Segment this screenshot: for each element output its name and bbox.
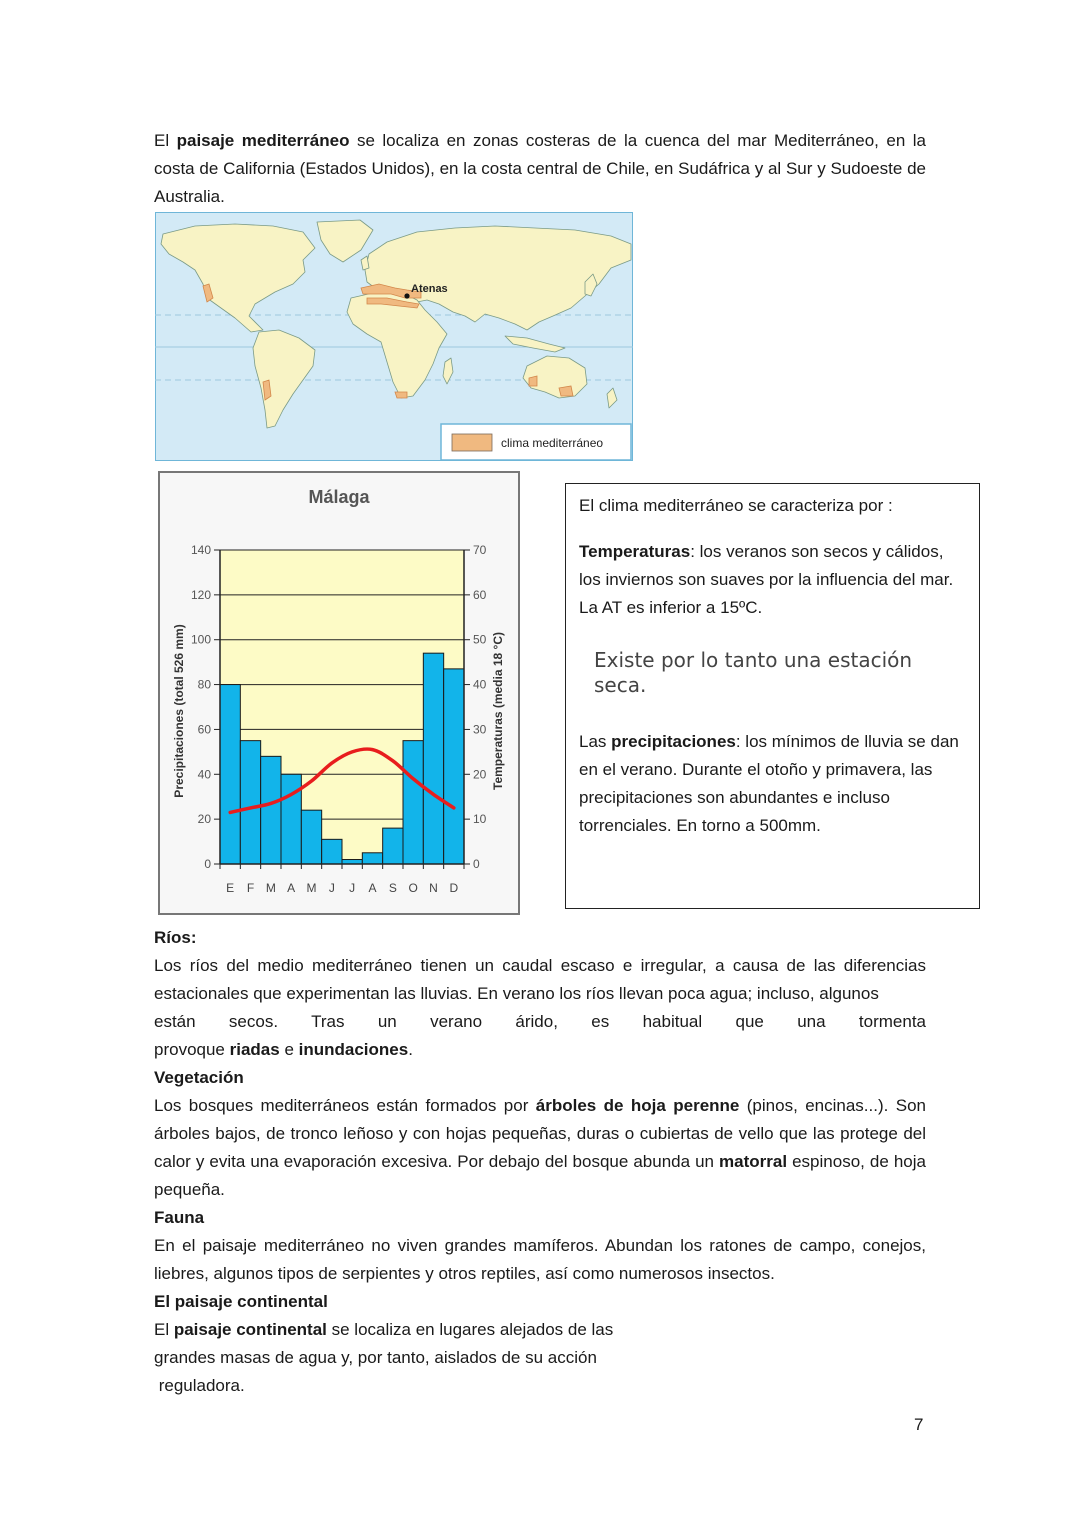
dry-season-note	[594, 648, 954, 698]
continental-heading: El paisaje continental	[154, 1292, 328, 1311]
map-med-zone-australia-s	[559, 386, 573, 396]
rios-text-part: .	[408, 1040, 413, 1059]
y2-tick-label: 0	[473, 857, 480, 871]
temperature-term: Temperaturas	[579, 542, 691, 561]
rios-text: están secos. Tras un verano árido, es habitual que una tormenta	[154, 1012, 926, 1031]
continental-text-part: El	[154, 1320, 174, 1339]
vegetacion-text-part: Los bosques mediterráneos están formados por	[154, 1096, 536, 1115]
precipitation-bar	[444, 669, 464, 864]
intro-text: se localiza en zonas costeras de la cuenca del mar Mediterráneo, en la costa de California (Estados Unidos), en la costa central de Chile, en Sudáfrica y al Sur y Sudoeste de Australia.	[154, 131, 926, 206]
precipitation-term: precipitaciones	[611, 732, 736, 751]
y-tick-label: 80	[197, 677, 211, 692]
y-tick-label: 0	[204, 857, 211, 871]
map-med-zone-australia-sw	[529, 376, 537, 386]
precipitation-bar	[261, 756, 281, 864]
dry-season-line: Existe por lo tanto una estación	[594, 648, 913, 672]
rios-bold-term: riadas	[229, 1040, 280, 1059]
y-tick-label: 120	[190, 587, 211, 602]
month-label: O	[408, 881, 418, 895]
athens-marker	[404, 293, 409, 298]
y2-tick-label: 70	[473, 543, 487, 557]
y-tick-label: 60	[197, 722, 211, 737]
y-tick-label: 20	[197, 812, 211, 827]
precipitation-bar	[240, 741, 260, 864]
month-label: E	[226, 881, 235, 895]
vegetacion-bold-term: matorral	[719, 1152, 788, 1171]
intro-paragraph	[154, 127, 926, 211]
vegetacion-text-part: (pinos, encinas...). Son árboles bajos, de tronco leñoso y con hojas pequeñas, duras o cubiertas de vello que las protege del calor y evita una evaporación excesiva. Por debajo del bosque abunda un	[154, 1096, 926, 1171]
legend-swatch	[452, 434, 492, 451]
vegetacion-text-part: espinoso, de hoja pequeña.	[154, 1152, 926, 1199]
lower-sections	[154, 924, 926, 1400]
y2-tick-label: 10	[473, 812, 487, 827]
climograph-malaga	[158, 471, 520, 915]
fauna-heading: Fauna	[154, 1208, 205, 1227]
precipitation-bar	[220, 685, 240, 864]
vegetacion-bold-term: árboles de hoja perenne	[535, 1096, 740, 1115]
continental-text	[154, 1316, 926, 1344]
legend-label: clima mediterráneo	[501, 436, 604, 450]
precipitation-bar	[362, 853, 382, 864]
continental-bold-term: paisaje continental	[173, 1320, 327, 1339]
precipitation-paragraph	[579, 728, 969, 840]
intro-text: El	[154, 131, 177, 150]
y-tick-label: 140	[190, 543, 211, 557]
y2-axis-label: Temperaturas (media 18 °C)	[491, 632, 505, 790]
rios-heading: Ríos:	[154, 928, 197, 947]
month-label: A	[287, 881, 296, 895]
precipitation-bar	[383, 828, 403, 864]
month-label: S	[388, 881, 397, 895]
world-map	[155, 212, 633, 461]
page-number: 7	[914, 1415, 924, 1434]
y-tick-label: 100	[190, 632, 211, 647]
map-legend	[441, 424, 631, 460]
y2-tick-label: 20	[473, 767, 487, 782]
continental-text: reguladora.	[154, 1376, 245, 1395]
vegetacion-text	[154, 1092, 926, 1204]
athens-label: Atenas	[411, 283, 448, 295]
y-tick-label: 40	[197, 767, 211, 782]
fauna-text: En el paisaje mediterráneo no viven grandes mamíferos. Abundan los ratones de campo, conejos, liebres, algunos tipos de serpientes y otros reptiles, así como numerosos insectos.	[154, 1236, 926, 1283]
precipitation-bar	[403, 741, 423, 864]
month-label: J	[349, 881, 356, 895]
rios-text	[154, 1036, 926, 1064]
rios-text: Los ríos del medio mediterráneo tienen un caudal escaso e irregular, a causa de las diferencias estacionales que experimentan las lluvias. En verano los ríos llevan poca agua; incluso, algunos	[154, 956, 926, 1003]
map-med-zone-south-africa	[395, 392, 407, 398]
precipitation-bar	[281, 774, 301, 864]
precipitation-text: Las	[579, 732, 612, 751]
month-label: M	[265, 881, 276, 895]
precipitation-bar	[322, 839, 342, 864]
climate-description-box	[565, 483, 980, 909]
y2-tick-label: 60	[473, 587, 487, 602]
y2-tick-label: 30	[473, 722, 487, 737]
rios-bold-term: inundaciones	[298, 1040, 409, 1059]
temperature-paragraph	[579, 538, 969, 622]
y2-tick-label: 50	[473, 632, 487, 647]
month-label: A	[368, 881, 377, 895]
intro-bold-term: paisaje mediterráneo	[176, 131, 350, 150]
month-label: M	[306, 881, 317, 895]
month-label: F	[246, 881, 255, 895]
rios-text-part: e	[279, 1040, 299, 1059]
y2-tick-label: 40	[473, 677, 487, 692]
continental-text: grandes masas de agua y, por tanto, aislados de su acción	[154, 1348, 597, 1367]
vegetacion-heading: Vegetación	[154, 1068, 244, 1087]
temperature-text: : los veranos son secos y cálidos, los inviernos son suaves por la influencia del mar. La AT es inferior a 15ºC.	[579, 542, 954, 617]
month-label: D	[449, 881, 459, 895]
precipitation-bar	[423, 653, 443, 864]
continental-text-part: se localiza en lugares alejados de las	[326, 1320, 614, 1339]
precipitation-text: : los mínimos de lluvia se dan en el verano. Durante el otoño y primavera, las precipitaciones son abundantes e incluso torrenciales. En torno a 500mm.	[579, 732, 959, 835]
dry-season-line: seca.	[594, 673, 647, 697]
rios-text-part: provoque	[154, 1040, 230, 1059]
climate-heading: El clima mediterráneo se caracteriza por :	[579, 496, 893, 515]
chart-title: Málaga	[308, 487, 370, 507]
month-label: N	[429, 881, 438, 895]
precipitation-bar	[301, 810, 321, 864]
y-axis-label: Precipitaciones (total 526 mm)	[172, 624, 186, 798]
month-label: J	[328, 881, 335, 895]
